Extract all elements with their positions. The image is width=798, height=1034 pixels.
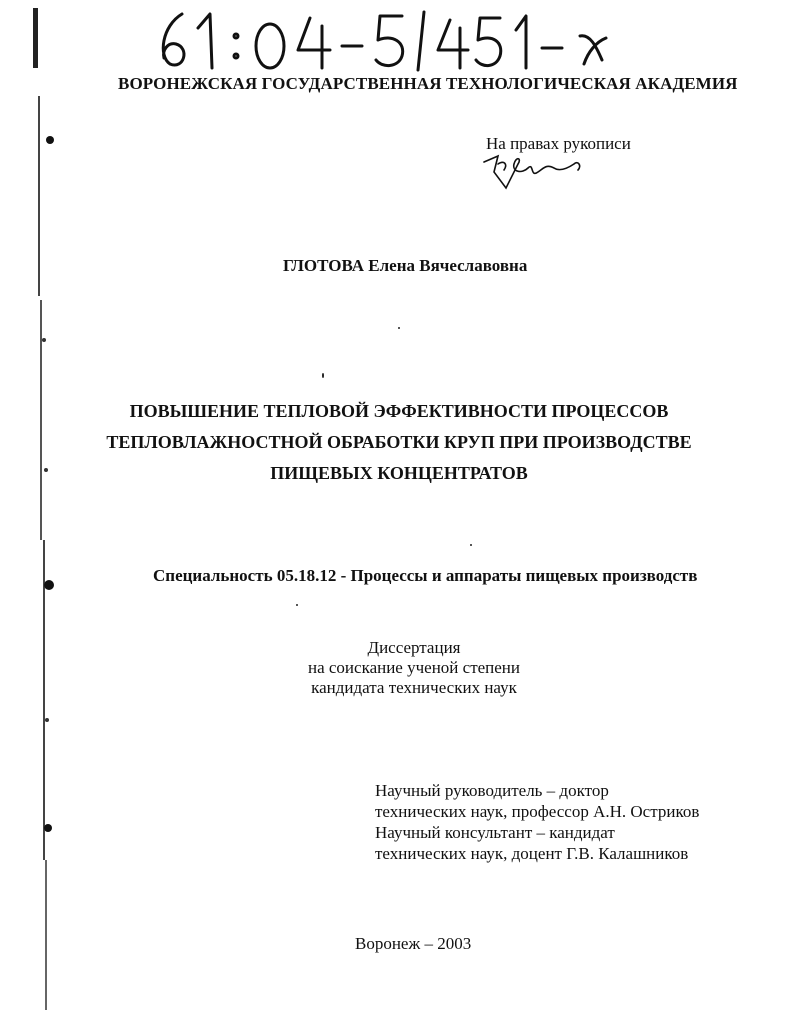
title-line: ПИЩЕВЫХ КОНЦЕНТРАТОВ	[270, 463, 528, 483]
advisor-line: технических наук, профессор А.Н. Остриков	[375, 802, 700, 821]
scan-speck	[296, 604, 298, 606]
scan-speck	[470, 544, 472, 546]
city-year: Воронеж – 2003	[355, 934, 472, 953]
scan-speck	[398, 327, 400, 329]
dissertation-title	[0, 396, 798, 489]
scan-speck	[322, 373, 324, 378]
advisors-block	[375, 780, 699, 864]
rights-note: На правах рукописи	[486, 134, 631, 153]
catalog-number	[140, 6, 660, 76]
advisor-line: технических наук, доцент Г.В. Калашников	[375, 844, 689, 863]
advisor-line: Научный консультант – кандидат	[375, 823, 615, 842]
scan-edge-artifact	[0, 0, 70, 1029]
degree-line: кандидата технических наук	[311, 678, 517, 697]
title-line: ТЕПЛОВЛАЖНОСТНОЙ ОБРАБОТКИ КРУП ПРИ ПРОИЗВОДСТВЕ	[106, 432, 692, 452]
advisor-line: Научный руководитель – доктор	[375, 781, 609, 800]
signature	[478, 142, 598, 194]
handwritten-catalog-number	[140, 6, 660, 76]
degree-line: на соискание ученой степени	[307, 658, 521, 677]
specialty: Специальность 05.18.12 - Процессы и аппараты пищевых производств	[153, 566, 698, 585]
institution-name: ВОРОНЕЖСКАЯ ГОСУДАРСТВЕННАЯ ТЕХНОЛОГИЧЕСКАЯ АКАДЕМИЯ	[118, 74, 738, 93]
title-line: ПОВЫШЕНИЕ ТЕПЛОВОЙ ЭФФЕКТИВНОСТИ ПРОЦЕССОВ	[129, 401, 669, 421]
author-name: ГЛОТОВА Елена Вячеславовна	[283, 256, 528, 275]
degree-line: Диссертация	[367, 638, 461, 657]
degree-block	[0, 638, 798, 698]
